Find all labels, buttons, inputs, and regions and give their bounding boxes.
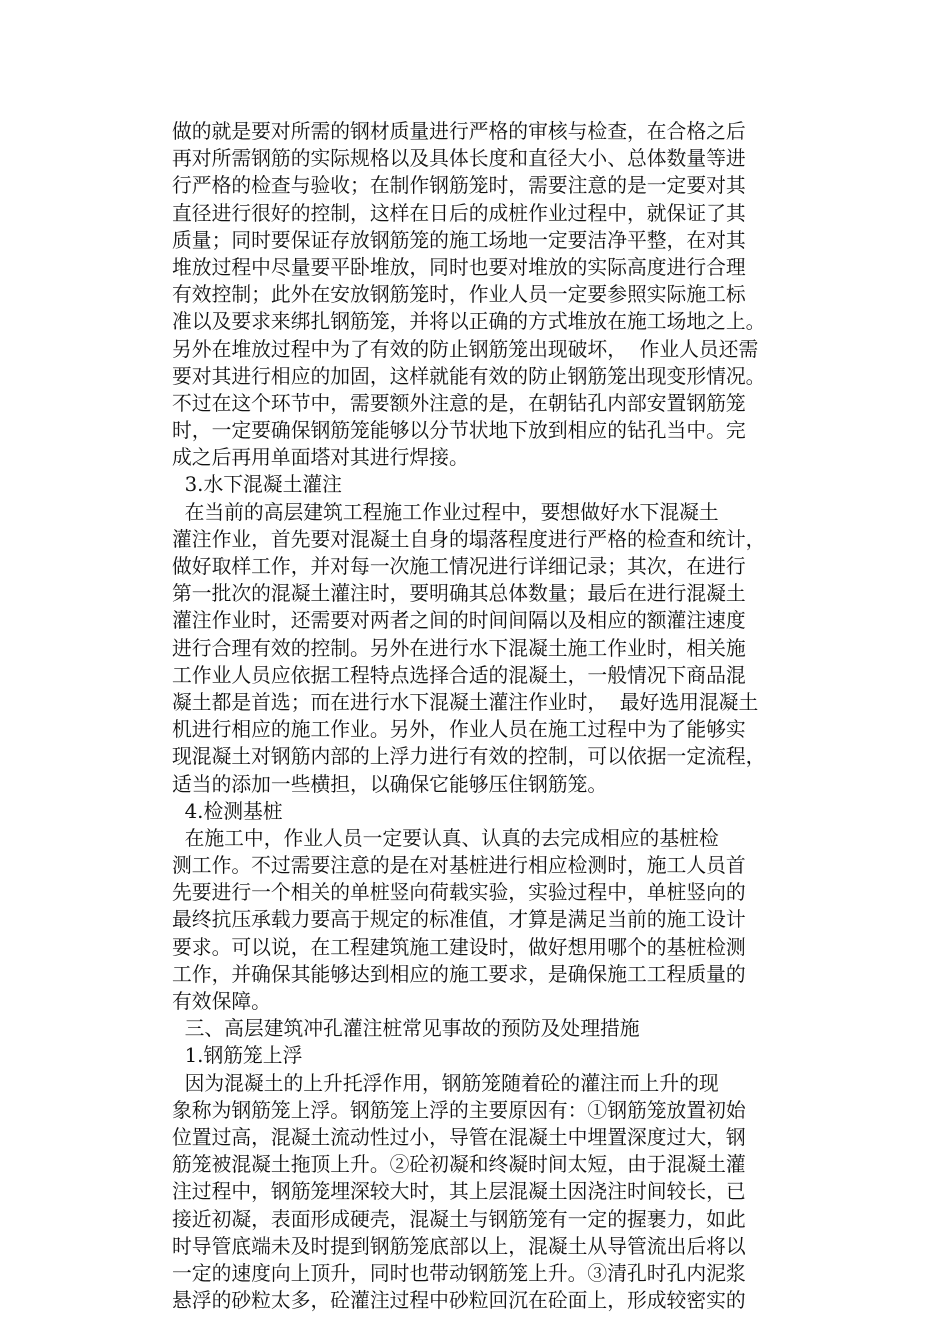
text-line: 有效控制；此外在安放钢筋笼时，作业人员一定要参照实际施工标: [172, 283, 746, 307]
section-heading: 3.水下混凝土灌注: [172, 473, 342, 497]
text-line: 质量；同时要保证存放钢筋笼的施工场地一定要洁净平整，在对其: [172, 228, 746, 252]
text-line: 有效保障。: [172, 990, 271, 1013]
text-line: 成之后再用单面塔对其进行焊接。: [172, 446, 469, 470]
text-line: 要求。可以说，在工程建筑施工建设时，做好想用哪个的基桩检测: [172, 935, 746, 959]
section-heading: 4.检测基桩: [172, 799, 283, 823]
text-line: 接近初凝，表面形成硬壳，混凝土与钢筋笼有一定的握裹力，如此: [172, 1207, 746, 1231]
text-line: 直径进行很好的控制，这样在日后的成桩作业过程中，就保证了其: [172, 201, 746, 225]
text-line: 注过程中，钢筋笼埋深较大时，其上层混凝土因浇注时间较长，已: [172, 1180, 746, 1204]
text-line: 准以及要求来绑扎钢筋笼，并将以正确的方式堆放在施工场地之上。: [172, 310, 766, 334]
text-line: 象称为钢筋笼上浮。钢筋笼上浮的主要原因有：①钢筋笼放置初始: [172, 1098, 746, 1122]
section-heading: 1.钢筋笼上浮: [172, 1044, 303, 1068]
text-line: 一定的速度向上顶升，同时也带动钢筋笼上升。③清孔时孔内泥浆: [172, 1261, 746, 1285]
text-line: 机进行相应的施工作业。另外，作业人员在施工过程中为了能够实: [172, 718, 746, 742]
text-line: 再对所需钢筋的实际规格以及具体长度和直径大小、总体数量等进: [172, 147, 746, 171]
text-line: 不过在这个环节中，需要额外注意的是，在朝钻孔内部安置钢筋笼: [172, 391, 746, 415]
text-line: 要对其进行相应的加固，这样就能有效的防止钢筋笼出现变形情况。: [172, 364, 766, 388]
text-line: 适当的添加一些横担，以确保它能够压住钢筋笼。: [172, 772, 608, 796]
text-line: 进行合理有效的控制。另外在进行水下混凝土施工作业时，相关施: [172, 636, 746, 660]
text-line: 在当前的高层建筑工程施工作业过程中，要想做好水下混凝土: [172, 500, 719, 524]
text-line: 凝土都是首选；而在进行水下混凝土灌注作业时， 最好选用混凝土: [172, 690, 759, 714]
text-line: 现混凝土对钢筋内部的上浮力进行有效的控制，可以依据一定流程，: [172, 745, 766, 769]
text-line: 做的就是要对所需的钢材质量进行严格的审核与检查，在合格之后: [172, 120, 746, 143]
text-line: 在施工中，作业人员一定要认真、认真的去完成相应的基桩检: [172, 826, 719, 850]
text-line: 最终抗压承载力要高于规定的标准值，才算是满足当前的施工设计: [172, 908, 746, 932]
text-line: 行严格的检查与验收；在制作钢筋笼时，需要注意的是一定要对其: [172, 174, 746, 198]
text-line: 时导管底端未及时提到钢筋笼底部以上，混凝土从导管流出后将以: [172, 1234, 746, 1258]
text-line: 因为混凝土的上升托浮作用，钢筋笼随着砼的灌注而上升的现: [172, 1071, 719, 1095]
text-line: 测工作。不过需要注意的是在对基桩进行相应检测时，施工人员首: [172, 854, 746, 878]
text-line: 灌注作业时，还需要对两者之间的时间间隔以及相应的额灌注速度: [172, 609, 746, 633]
text-line: 筋笼被混凝土拖顶上升。②砼初凝和终凝时间太短，由于混凝土灌: [172, 1153, 746, 1177]
text-line: 工作业人员应依据工程特点选择合适的混凝土，一般情况下商品混: [172, 663, 746, 687]
text-line: 做好取样工作，并对每一次施工情况进行详细记录；其次，在进行: [172, 555, 746, 578]
document-body: [172, 118, 794, 1314]
text-line: 时，一定要确保钢筋笼能够以分节状地下放到相应的钻孔当中。完: [172, 419, 746, 443]
text-line: 第一批次的混凝土灌注时，要明确其总体数量；最后在进行混凝土: [172, 582, 746, 606]
text-line: 另外在堆放过程中为了有效的防止钢筋笼出现破坏， 作业人员还需: [172, 337, 759, 361]
text-line: 灌注作业，首先要对混凝土自身的塌落程度进行严格的检查和统计，: [172, 527, 766, 551]
text-line: 堆放过程中尽量要平卧堆放，同时也要对堆放的实际高度进行合理: [172, 255, 746, 279]
text-line: 位置过高，混凝土流动性过小，导管在混凝土中埋置深度过大，钢: [172, 1125, 746, 1149]
text-line: 工作，并确保其能够达到相应的施工要求，是确保施工工程质量的: [172, 962, 746, 986]
text-line: 先要进行一个相关的单桩竖向荷载实验，实验过程中，单桩竖向的: [172, 881, 746, 905]
chapter-heading: 三、高层建筑冲孔灌注桩常见事故的预防及处理措施: [172, 1017, 640, 1041]
text-line: 悬浮的砂粒太多，砼灌注过程中砂粒回沉在砼面上，形成较密实的: [172, 1289, 746, 1313]
